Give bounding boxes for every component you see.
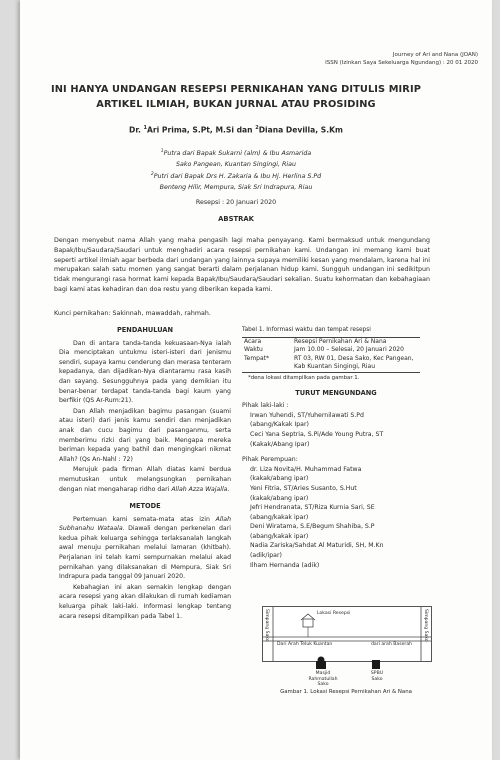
keywords: Kunci pernikahan: Sakinnah, mawaddah, rahmah. xyxy=(54,310,211,317)
journal-name: Journey of Ari and Nana (JOAN) xyxy=(392,52,478,58)
table-caption: Tabel 1. Informasi waktu dan tempat resepsi xyxy=(242,327,371,333)
journal-issn: ISSN (Izinkan Saya Sekeluarga Ngundang) : 20 01 2020 xyxy=(325,60,478,66)
journal-header xyxy=(325,51,478,67)
male-family-list xyxy=(250,411,430,449)
table-value: Jam 10.00 – Selesai, 20 Januari 2020 xyxy=(294,346,404,354)
turut-heading: TURUT MENGUNDANG xyxy=(295,388,377,397)
map-from-left-label: Dari Arah Teluk Kuantan xyxy=(277,642,333,647)
aff-line-1: Putra dari Bapak Sukarni (alm) & Ibu Asmarida xyxy=(163,150,312,158)
aff-line-3: Putri dari Bapak Drs H. Zakaria & Ibu Hj. Herlina S.Pd xyxy=(153,173,322,181)
masjid-label: Masjid Rahmatullah Sako xyxy=(308,671,338,687)
abstract-heading: ABSTRAK xyxy=(218,215,254,223)
aff-line-2: Sako Pangean, Kuantan Singingi, Riau xyxy=(175,160,297,168)
author-sup-2: 2 xyxy=(255,125,259,131)
pendahuluan-p3 xyxy=(59,465,231,494)
list-item: Deni Wiratama, S.E/Begum Shahiba, S.P xyxy=(250,523,375,531)
list-item: Jefri Hendranata, ST/Riza Kurnia Sari, SE xyxy=(250,504,375,512)
table-value: Resepsi Pernikahan Ari & Nana xyxy=(294,337,387,345)
list-item: (kakak/abang ipar) xyxy=(250,494,309,502)
author-prefix: Dr. xyxy=(129,125,144,135)
map-from-right-label: dari arah Baserah xyxy=(371,642,413,647)
list-item: Nadia Zariska/Sahdat Al Maturidi, SH, M.Kn xyxy=(250,542,384,550)
male-family-label: Pihak laki-laki : xyxy=(242,402,289,410)
aff-sup-2: 2 xyxy=(150,172,154,178)
map-landmarks-svg xyxy=(300,656,420,672)
map-right-road-label: Simpang Sako xyxy=(423,609,428,642)
right-column xyxy=(242,326,430,570)
map-lokasi-label: Lokasi Resepsi xyxy=(317,611,351,616)
reception-date: Resepsi : 20 Januari 2020 xyxy=(195,199,277,206)
reception-house-icon xyxy=(303,619,313,627)
aff-sup-1: 1 xyxy=(160,149,164,154)
pendahuluan-p1: Dan di antara tanda-tanda kekuasaan-Nya ialah Dia menciptakan untukmu isteri-isteri dari jenismu sendiri, supaya kamu cenderung dan merasa tenteram kepadanya, dan dijadikan-Nya diantaramu rasa kasih dan sayang. Sesungguhnya pada yang demikian itu benar-benar terdapat tanda-tanda bagi kaum yang berfikir (QS Ar-Rum:21). xyxy=(59,339,231,405)
table-value: RT 03, RW 01, Desa Sako, Kec Pangean, Kab Kuantan Singingi, Riau xyxy=(294,354,414,371)
affiliations xyxy=(40,147,432,193)
table-label: Tempat* xyxy=(244,354,270,362)
metode-p1-text-a: Pertemuan kami semata-mata atas izin xyxy=(73,515,216,523)
list-item: Ceci Yana Septria, S.Pi/Ade Young Putra, ST xyxy=(250,430,384,438)
abstract-text: Dengan menyebut nama Allah yang maha pengasih lagi maha penyayang. Kami bermaksud untuk mengundang Bapak/Ibu/Saudara/Saudari untuk menghadiri acara resepsi pernikahan kami. Undangan ini memang kami buat seperti artikel ilmiah agar berbeda dari undangan yang lainnya supaya memiliki kesan yang mendalam, karena hal ini merupakan salah satu momen yang sangat berarti dalam perjalanan hidup kami. Sungguh undangan ini sedikitpun tidak mengurangi rasa hormat kami kepada Bapak/Ibu/Saudara/Saudari sekalian. Suatu kehormatan dan kebahagiaan bagi kami atas kehadiran dan doa restu yang diberikan kepada kami. xyxy=(54,237,430,293)
pendahuluan-p3-italic: Allah Azza Wajalla. xyxy=(171,485,230,493)
list-item: (abang/kakak ipar) xyxy=(250,532,309,540)
author-sup-1: 1 xyxy=(143,125,148,131)
list-item: (abang/kakak ipar) xyxy=(250,513,309,521)
author-2: Diana Devilla, S.Km xyxy=(258,125,343,135)
list-item: Yeni Fitria, ST/Aries Susanto, S.Hut xyxy=(250,484,357,492)
table-row xyxy=(242,346,420,355)
list-item: Irwan Yuhendi, ST/Yuhernilawati S.Pd xyxy=(250,411,364,419)
aff-line-4: Benteng Hilir, Mempura, Siak Sri Indrapura, Riau xyxy=(159,183,313,191)
info-table xyxy=(242,337,420,373)
list-item: (Kakak/Abang Ipar) xyxy=(250,440,310,448)
map-left-road-label: Simpang Sako xyxy=(264,609,269,642)
page-title xyxy=(40,82,432,112)
list-item: dr. Liza Novita/H. Muhammad Fatwa xyxy=(250,465,362,473)
table-row xyxy=(242,337,420,346)
table-label: Waktu xyxy=(244,346,263,354)
metode-p2: Kebahagian ini akan semakin lengkap dengan acara resepsi yang akan dilakukan di rumah kediaman keluarga pihak laki-laki. Informasi lengkap tentang acara resepsi ditampilkan pada Tabel 1. xyxy=(59,583,231,620)
table-label: Acara xyxy=(244,337,262,345)
metode-heading: METODE xyxy=(129,502,161,511)
list-item: (abang/Kakak Ipar) xyxy=(250,421,309,429)
spbu-label: SPBU Sako xyxy=(370,671,384,682)
pendahuluan-heading: PENDAHULUAN xyxy=(116,326,174,334)
pendahuluan-p2: Dan Allah menjadikan bagimu pasangan (suami atau isteri) dari jenis kamu sendiri dan menjadikan anak dan cucu bagimu dari pasanganmu, serta memberimu rizki dari yang baik. Mengapa mereka beriman kepada yang bathil dan mengingkari nikmat Allah? (Qs An-Nahl : 72) xyxy=(59,407,231,463)
author-1: Ari Prima, S.Pt, M.Si dan xyxy=(147,125,256,135)
title-line-1: INI HANYA UNDANGAN RESEPSI PERNIKAHAN YANG DITULIS MIRIP xyxy=(51,84,421,95)
table-note: *dena lokasi ditampilkan pada gambar 1. xyxy=(248,374,360,381)
metode-p1-italic: Allah Subhanahu Wataala. xyxy=(59,515,231,533)
female-family-label: Pihak Perempuan: xyxy=(242,456,298,464)
female-family-list xyxy=(250,465,430,571)
table-row xyxy=(242,355,420,373)
pendahuluan-p3-text: Merujuk pada firman Allah diatas kami berdua memutuskan untuk melangsungkan pernikahan dengan niat mengaharap ridho dari xyxy=(59,466,231,493)
left-column xyxy=(59,326,231,622)
location-map xyxy=(262,606,432,662)
mosque-dome-icon xyxy=(318,657,325,664)
list-item: (kakak/abang ipar) xyxy=(250,475,309,483)
title-line-2: ARTIKEL ILMIAH, BUKAN JURNAL ATAU PROSIDING xyxy=(96,99,376,110)
fuel-station-icon xyxy=(372,660,380,669)
metode-p1-text-c: Diawali dengan perkenelan dari kedua pihak keluarga sehingga terlaksanalah langkah awal menuju pernikahan melalui lamaran (khitbah). Perjalanan ini telah kami sempurnakan melalui akad pernikahan yang dilaksanakan di Mempura, Siak Sri Indrapura pada tanggal 09 Januari 2020. xyxy=(59,525,231,581)
list-item: (adik/ipar) xyxy=(250,552,282,560)
authors xyxy=(40,125,432,135)
map-caption: Gambar 1. Lokasi Resepsi Pernikahan Ari & Nana xyxy=(280,689,412,695)
list-item: Ilham Hernanda (adik) xyxy=(250,561,320,569)
metode-p1 xyxy=(59,515,231,582)
